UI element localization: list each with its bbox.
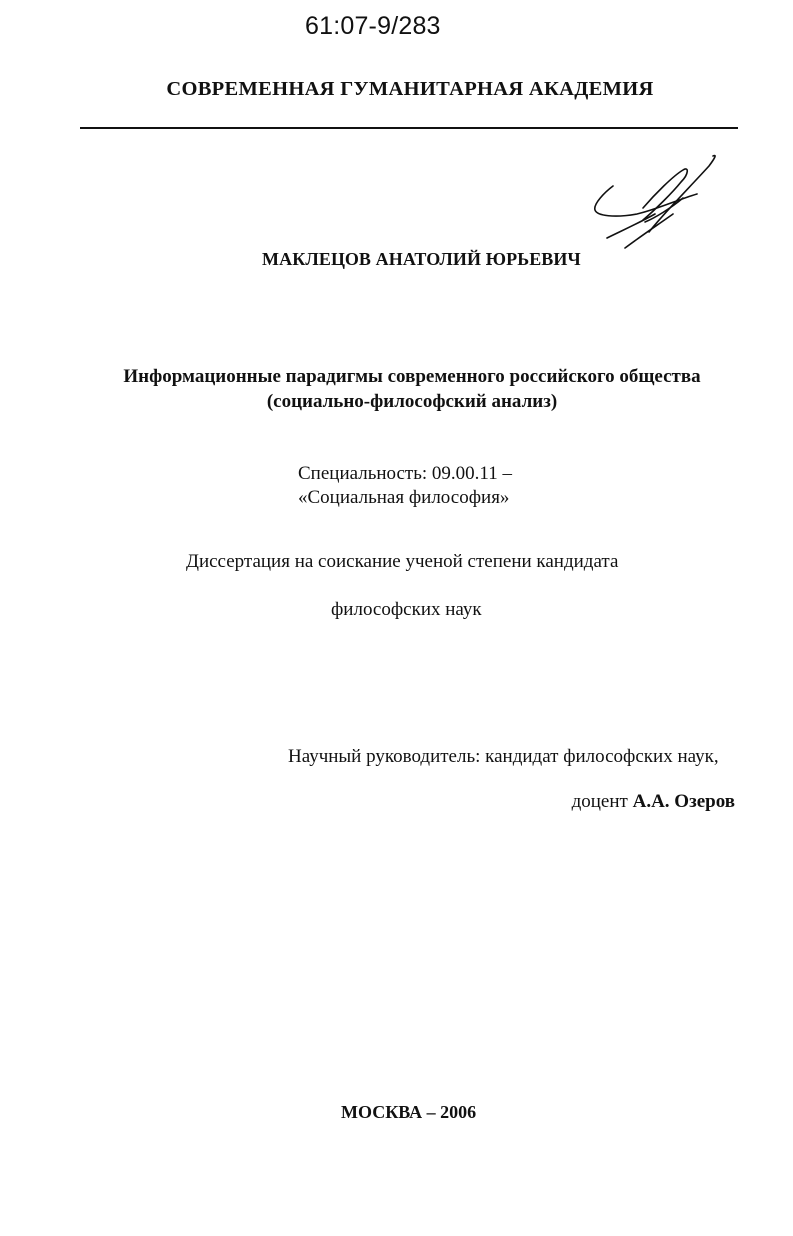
signature-icon <box>585 148 725 258</box>
city-year: МОСКВА – 2006 <box>341 1102 477 1122</box>
dissertation-subtitle: (социально-философский анализ) <box>266 391 558 412</box>
supervisor-title: Научный руководитель: кандидат философских наук, <box>288 746 719 767</box>
degree-field: философских наук <box>331 599 482 620</box>
specialty-code: Специальность: 09.00.11 – <box>298 463 512 484</box>
degree-statement: Диссертация на соискание ученой степени кандидата <box>186 551 619 572</box>
specialty-name: «Социальная философия» <box>298 487 510 508</box>
supervisor-line <box>440 791 735 813</box>
dissertation-title: Информационные парадигмы современного российского общества <box>123 366 701 387</box>
catalog-number: 61:07-9/283 <box>305 12 441 40</box>
supervisor-rank: доцент <box>571 791 628 812</box>
institution-name: СОВРЕМЕННАЯ ГУМАНИТАРНАЯ АКАДЕМИЯ <box>166 78 654 100</box>
author-name: МАКЛЕЦОВ АНАТОЛИЙ ЮРЬЕВИЧ <box>262 249 581 269</box>
header-divider <box>80 127 738 129</box>
supervisor-name: А.А. Озеров <box>632 791 735 812</box>
